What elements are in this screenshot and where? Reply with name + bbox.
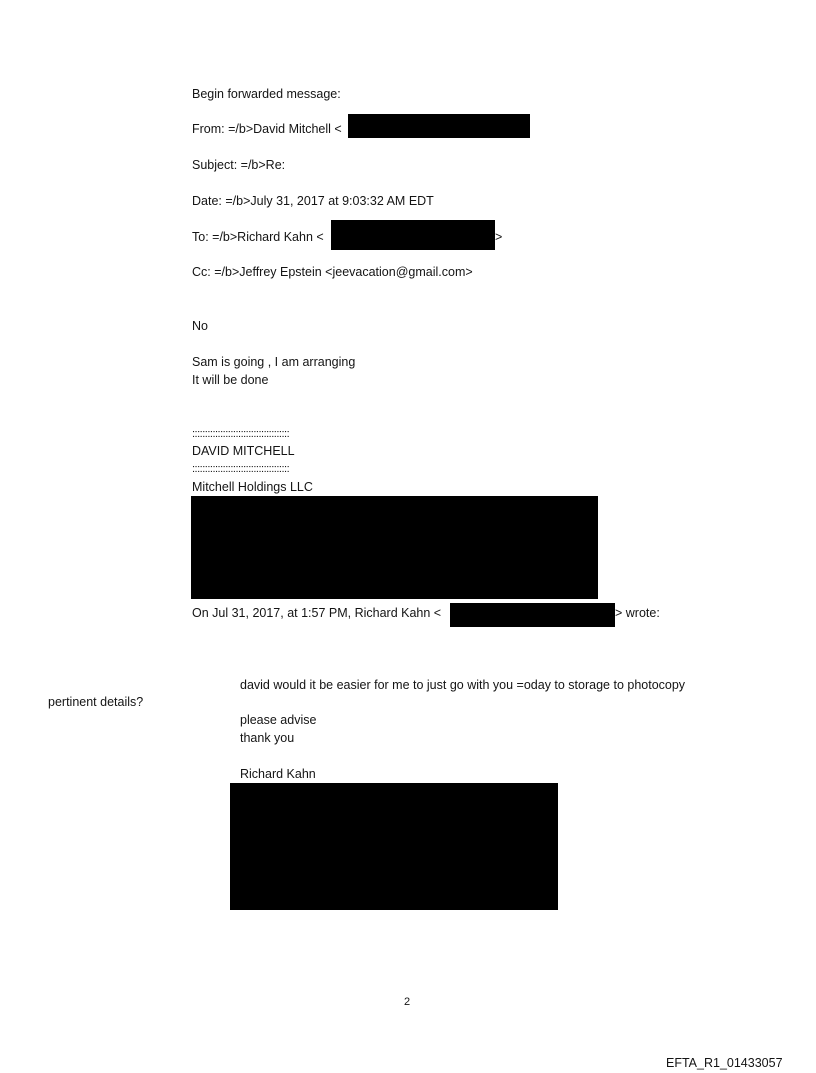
page-number: 2 xyxy=(404,996,411,1008)
forwarded-label: Begin forwarded message: xyxy=(192,87,341,101)
quoted-body-line: david would it be easier for me to just go with you =oday to storage to photocopy xyxy=(240,678,686,692)
document-id: EFTA_R1_01433057 xyxy=(666,1056,783,1070)
reply-line: No xyxy=(192,319,208,333)
reply-line: It will be done xyxy=(192,373,269,387)
quoted-header-suffix: > wrote: xyxy=(615,606,660,620)
reply-line: Sam is going , I am arranging xyxy=(192,355,356,369)
subject-line: Subject: =/b>Re: xyxy=(192,158,286,172)
redaction-quoted-signature xyxy=(230,783,558,910)
redaction-to-email xyxy=(331,220,495,250)
signature-name: DAVID MITCHELL xyxy=(192,444,295,458)
quoted-body-line: please advise xyxy=(240,713,317,727)
quoted-body-wrap: pertinent details? xyxy=(48,695,144,709)
to-line-suffix: > xyxy=(495,230,503,244)
redaction-quoted-email xyxy=(450,603,615,627)
signature-company: Mitchell Holdings LLC xyxy=(192,480,313,494)
signature-divider: :::::::::::::::::::::::::::::::::::::: xyxy=(192,428,290,440)
quoted-signoff: Richard Kahn xyxy=(240,767,316,781)
quoted-header: On Jul 31, 2017, at 1:57 PM, Richard Kahn < xyxy=(192,606,442,620)
cc-line: Cc: =/b>Jeffrey Epstein <jeevacation@gmail.com> xyxy=(192,265,473,279)
redaction-signature-block xyxy=(191,496,598,599)
quoted-body-line: thank you xyxy=(240,731,295,745)
from-line: From: =/b>David Mitchell < xyxy=(192,122,342,136)
to-line: To: =/b>Richard Kahn < xyxy=(192,230,324,244)
date-line: Date: =/b>July 31, 2017 at 9:03:32 AM EDT xyxy=(192,194,434,208)
signature-divider: :::::::::::::::::::::::::::::::::::::: xyxy=(192,463,290,475)
redaction-from-email xyxy=(348,114,530,138)
